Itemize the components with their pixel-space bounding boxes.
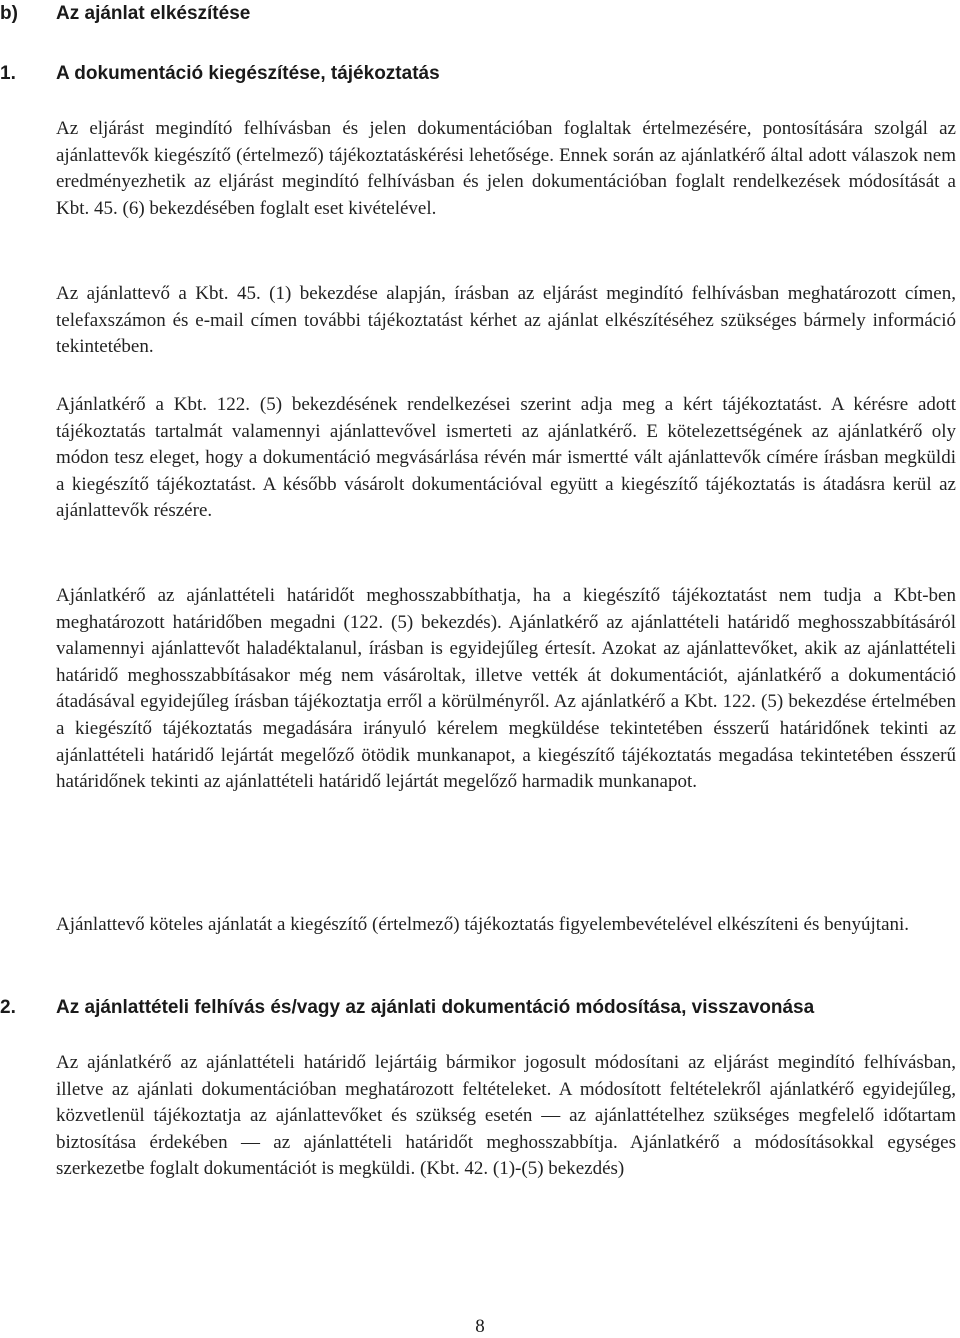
- section-1-paragraph-3: [56, 392, 956, 525]
- page-number: 8: [475, 1316, 485, 1337]
- section-2-paragraph-1: [56, 1050, 956, 1183]
- section-1-paragraph-1: [56, 116, 956, 222]
- paragraph-text: Az eljárást megindító felhívásban és jelen dokumentációban foglaltak értelmezésére, pontosítására szolgál az ajánlattevők kiegészítő (értelmező) tájékoztatáskérési lehetősége. Ennek során az ajánlatkérő által adott válaszok nem eredményezhetik az eljárást megindító felhívásban és jelen dokumentációban foglalt rendelkezések módosítását a Kbt. 45. (6) bekezdésében foglalt eset kivételével.: [56, 118, 956, 219]
- paragraph-text: Az ajánlattevő a Kbt. 45. (1) bekezdése alapján, írásban az eljárást megindító felhívásban meghatározott címen, telefaxszámon és e-mail címen további tájékoztatást kérhet az ajánlat elkészítéséhez szükséges bármely információ tekintetében.: [56, 283, 956, 358]
- paragraph-text: Ajánlatkérő a Kbt. 122. (5) bekezdésének rendelkezései szerint adja meg a kért tájékoztatást. A kérésre adott tájékoztatás tartalmát valamennyi ajánlattevővel ismerteti az ajánlatkérő. E kötelezettségének az ajánlatkérő oly módon tesz eleget, hogy a dokumentáció megvásárlása révén már ismertté vált ajánlattevők címére írásban megküldi a kiegészítő tájékoztatást. A később vásárolt dokumentációval együtt a kiegészítő tájékoztatás is átadásra kerül az ajánlattevők részére.: [56, 394, 956, 522]
- heading-b-title: Az ajánlat elkészítése: [56, 3, 251, 24]
- section-1-paragraph-2: [56, 281, 956, 361]
- section-1-paragraph-4: [56, 583, 956, 796]
- paragraph-text: Az ajánlatkérő az ajánlattételi határidő lejártáig bármikor jogosult módosítani az eljárást megindító felhívásban, illetve az ajánlati dokumentációban meghatározott feltételeket. A módosított feltételekről ajánlatkérő egyidejűleg, közvetlenül tájékoztatja az ajánlattevőket és szükség esetén — az ajánlattételhez szükséges megfelelő időtartam biztosítása érdekében — az ajánlattételi határidőt meghosszabbítja. Ajánlatkérő a módosításokkal egységes szerkezetbe foglalt dokumentációt is megküldi. (Kbt. 42. (1)-(5) bekezdés): [56, 1052, 956, 1180]
- section-1-title: A dokumentáció kiegészítése, tájékoztatás: [56, 63, 440, 84]
- paragraph-text: Ajánlattevő köteles ajánlatát a kiegészítő (értelmező) tájékoztatás figyelembevételével elkészíteni és benyújtani.: [56, 914, 910, 935]
- section-2-title: Az ajánlattételi felhívás és/vagy az ajánlati dokumentáció módosítása, visszavonása: [56, 997, 815, 1018]
- heading-b-label: b): [0, 3, 18, 24]
- paragraph-text: Ajánlatkérő az ajánlattételi határidőt meghosszabbíthatja, ha a kiegészítő tájékoztatást nem tudja a Kbt-ben meghatározott határidőben megadni (122. (5) bekezdés). Ajánlatkérő az ajánlattételi határidő meghosszabbításáról valamennyi ajánlattevőt haladéktalanul, írásban is egyidejűleg értesít. Azokat az ajánlattevőket, akik az ajánlattételi határidő meghosszabbításakor még nem vásároltak, illetve vették át dokumentációt, ajánlatkérő a dokumentáció átadásával egyidejűleg írásban tájékoztatja erről a körülményről. Az ajánlatkérő a Kbt. 122. (5) bekezdése értelmében a kiegészítő tájékoztatás megadására irányuló kérelem megküldése tekintetében ésszerű határidőnek tekinti az ajánlattételi határidő lejártát megelőző ötödik munkanapot, a kiegészítő tájékoztatás megadása tekintetében ésszerű határidőnek tekinti az ajánlattételi határidő lejártát megelőző harmadik munkanapot.: [56, 585, 956, 793]
- section-2-number: 2.: [0, 997, 16, 1018]
- section-1-number: 1.: [0, 63, 16, 84]
- section-1-paragraph-5: [56, 912, 956, 939]
